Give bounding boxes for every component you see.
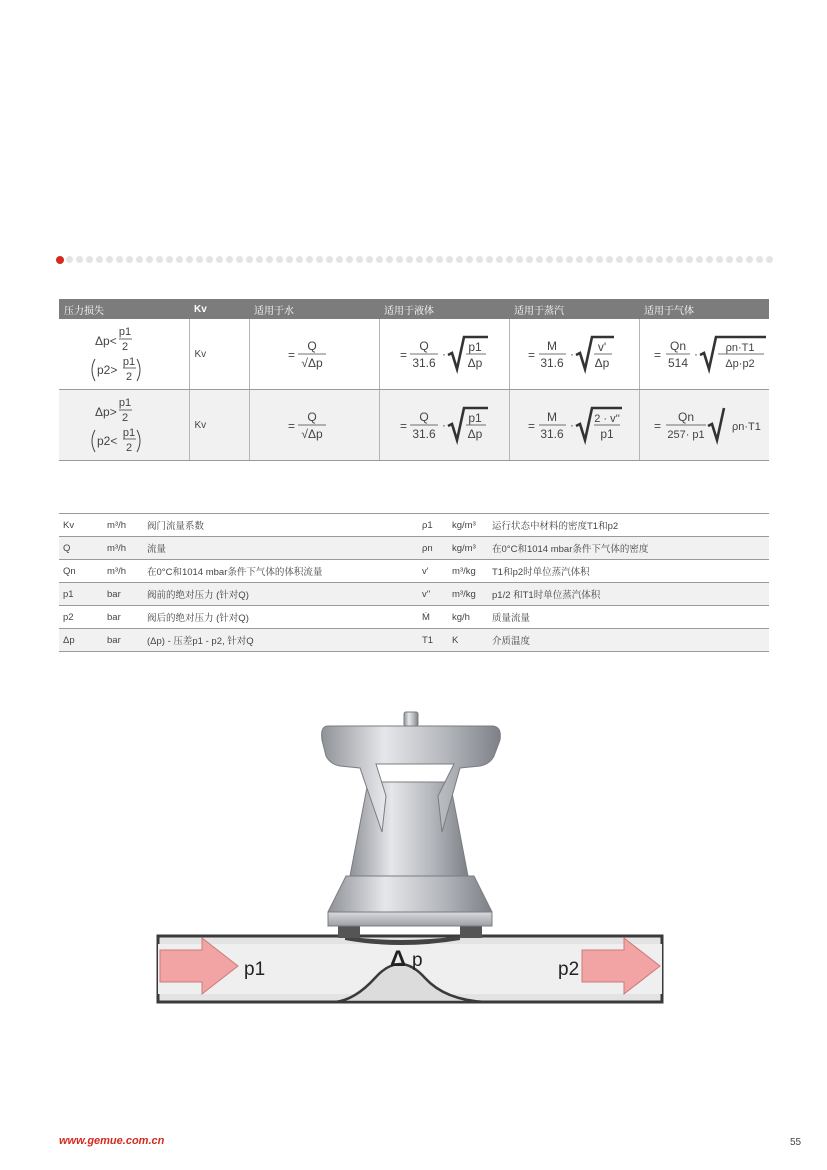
decorative-dot [496,256,503,263]
liquid-num: Q [418,339,429,353]
decorative-dot [86,256,93,263]
decorative-dot [226,256,233,263]
symbol-row [59,514,769,537]
decorative-dot [666,256,673,263]
decorative-dot [596,256,603,263]
liquid-formula [380,319,510,389]
header-pressure-loss: 压力损失 [59,299,189,319]
decorative-dot [526,256,533,263]
label-p2: p2 [558,959,580,980]
decorative-dot [336,256,343,263]
gas-rnum: ρn·T1 [725,342,754,354]
liquid-num: Q [418,410,429,424]
decorative-dot [636,256,643,263]
gas-rden: Δp·p2 [724,358,755,370]
decorative-dot [516,256,523,263]
decorative-dot [186,256,193,263]
decorative-dot [466,256,473,263]
decorative-dot [276,256,283,263]
dot: · [441,347,446,361]
decorative-dot [616,256,623,263]
decorative-dot [306,256,313,263]
symbol-sym: Qn [59,560,103,583]
flange-right [460,926,482,938]
symbol-sym2: T1 [418,629,448,652]
decorative-dot [316,256,323,263]
condition-cell [59,319,189,390]
page-number: 55 [790,1137,802,1148]
symbol-sym2: v'' [418,583,448,606]
liquid-rden: Δp [467,356,482,370]
steam-formula-cell [509,390,639,461]
symbol-unit2: kg/h [448,606,488,629]
decorative-dot [96,256,103,263]
symbol-unit: bar [103,606,143,629]
decorative-dot [66,256,73,263]
eq-sign: = [399,419,407,433]
decorative-dot [426,256,433,263]
cond-line2: p2< [97,434,118,448]
symbol-unit2: m³/kg [448,583,488,606]
symbol-unit2: kg/m³ [448,537,488,560]
symbol-desc: 流量 [143,537,418,560]
steam-den: 31.6 [539,427,564,441]
decorative-dot [286,256,293,263]
label-delta: Δ [390,946,406,971]
water-formula [250,319,380,389]
condition-formula [59,390,189,460]
water-num: Q [306,410,317,424]
steam-den: 31.6 [539,356,564,370]
symbol-row [59,606,769,629]
kv-formula-table [59,299,769,461]
decorative-dot [76,256,83,263]
decorative-dot [146,256,153,263]
steam-num: M [546,339,557,353]
symbol-unit2: m³/kg [448,560,488,583]
decorative-dot [196,256,203,263]
decorative-dot [416,256,423,263]
dot: · [441,418,446,432]
decorative-dot [696,256,703,263]
decorative-dot [166,256,173,263]
decorative-dot [106,256,113,263]
steam-formula [510,390,640,460]
decorative-dot [296,256,303,263]
decorative-dot [206,256,213,263]
gas-rtext: ρn·T1 [731,421,761,433]
symbol-desc: 阀前的绝对压力 (针对Q) [143,583,418,606]
gas-den: 257· p1 [666,429,705,441]
symbol-desc: 阀后的绝对压力 (针对Q) [143,606,418,629]
liquid-den: 31.6 [411,356,436,370]
decorative-dot [726,256,733,263]
decorative-dot-row [56,256,772,264]
condition-formula [59,319,189,389]
decorative-dot [486,256,493,263]
decorative-dot [716,256,723,263]
kv-label: Kv [189,319,249,390]
formula-row-subcritical [59,319,769,390]
decorative-dot [476,256,483,263]
symbol-unit: m³/h [103,514,143,537]
decorative-dot [266,256,273,263]
symbol-row [59,583,769,606]
steam-num: M [546,410,557,424]
dot: · [569,347,574,361]
symbol-unit2: kg/m³ [448,514,488,537]
symbol-sym: p1 [59,583,103,606]
header-gas: 适用于气体 [639,299,769,319]
liquid-rnum: p1 [467,340,482,354]
steam-formula [510,319,640,389]
symbol-unit: bar [103,629,143,652]
decorative-dot [246,256,253,263]
decorative-dot [116,256,123,263]
decorative-dot [736,256,743,263]
eq-sign: = [287,348,295,362]
decorative-dot [366,256,373,263]
liquid-formula-cell [379,390,509,461]
steam-formula-cell [509,319,639,390]
decorative-dot [646,256,653,263]
cond-den1: 2 [121,412,129,424]
decorative-dot [606,256,613,263]
steam-rnum: v' [597,340,606,354]
decorative-dot [686,256,693,263]
symbol-row [59,629,769,652]
symbol-legend-table [59,513,769,652]
decorative-dot [396,256,403,263]
decorative-dot [756,256,763,263]
decorative-dot [626,256,633,263]
symbol-row [59,560,769,583]
steam-rnum: 2 · v'' [593,413,620,425]
liquid-rden: Δp [467,427,482,441]
decorative-dot [436,256,443,263]
sqrt-sign-icon [708,408,724,440]
symbol-unit: bar [103,583,143,606]
decorative-dot [136,256,143,263]
cond-num1: p1 [118,326,132,338]
formula-row-supercritical [59,390,769,461]
water-num: Q [306,339,317,353]
decorative-dot [386,256,393,263]
condition-cell [59,390,189,461]
decorative-dot [456,256,463,263]
liquid-den: 31.6 [411,427,436,441]
kv-label: Kv [189,390,249,461]
cond-num2: p1 [122,356,136,368]
symbol-sym2: ρn [418,537,448,560]
valve-illustration [150,700,670,1020]
formula-table-header [59,299,769,319]
water-den: √Δp [300,427,323,441]
footer-website-link[interactable]: www.gemue.com.cn [59,1135,165,1147]
decorative-dot [446,256,453,263]
label-p1: p1 [244,959,266,980]
steam-rden: Δp [594,356,609,370]
eq-sign: = [399,348,407,362]
header-water: 适用于水 [249,299,379,319]
gas-formula-cell [639,319,769,390]
decorative-dot [56,256,64,264]
symbol-sym: Kv [59,514,103,537]
decorative-dot [236,256,243,263]
cond-den2: 2 [125,371,133,383]
symbol-desc2: 介质温度 [488,629,769,652]
decorative-dot [506,256,513,263]
decorative-dot [216,256,223,263]
symbol-desc2: p1/2 和T1时单位蒸汽体积 [488,583,769,606]
gas-den: 514 [667,356,688,370]
decorative-dot [176,256,183,263]
decorative-dot [156,256,163,263]
label-p: p [412,950,423,971]
gas-num: Qn [677,410,694,424]
symbol-unit: m³/h [103,537,143,560]
cond-den2: 2 [125,442,133,454]
decorative-dot [406,256,413,263]
symbol-unit: m³/h [103,560,143,583]
steam-rden: p1 [599,427,614,441]
cond-line1: Δp> [95,405,117,419]
symbol-desc2: 质量流量 [488,606,769,629]
liquid-formula [380,390,510,460]
cond-num1: p1 [118,397,132,409]
decorative-dot [586,256,593,263]
symbol-unit2: K [448,629,488,652]
decorative-dot [656,256,663,263]
position-indicator [404,712,418,726]
decorative-dot [556,256,563,263]
decorative-dot [546,256,553,263]
decorative-dot [356,256,363,263]
gas-formula-cell [639,390,769,461]
decorative-dot [536,256,543,263]
water-formula [250,390,380,460]
symbol-desc: 阀门流量系数 [143,514,418,537]
symbol-sym: p2 [59,606,103,629]
symbol-desc2: 运行状态中材料的密度T1和p2 [488,514,769,537]
header-liquid: 适用于液体 [379,299,509,319]
decorative-dot [766,256,773,263]
decorative-dot [566,256,573,263]
symbol-desc: (Δp) - 压差p1 - p2, 针对Q [143,629,418,652]
symbol-sym2: Ṁ [418,606,448,629]
decorative-dot [326,256,333,263]
symbol-sym: Δp [59,629,103,652]
water-den: √Δp [300,356,323,370]
water-formula-cell [249,319,379,390]
eq-sign: = [287,419,295,433]
gas-num: Qn [669,339,686,353]
symbol-desc2: 在0°C和1014 mbar条件下气体的密度 [488,537,769,560]
eq-sign: = [527,419,535,433]
eq-sign: = [653,419,661,433]
decorative-dot [706,256,713,263]
cond-num2: p1 [122,427,136,439]
flange-left [338,926,360,938]
header-kv: Kv [189,299,249,319]
decorative-dot [126,256,133,263]
cond-line2: p2> [97,363,118,377]
decorative-dot [256,256,263,263]
liquid-formula-cell [379,319,509,390]
symbol-sym2: v' [418,560,448,583]
symbol-desc: 在0°C和1014 mbar条件下气体的体积流量 [143,560,418,583]
decorative-dot [346,256,353,263]
gas-formula [640,319,770,389]
symbol-sym2: ρ1 [418,514,448,537]
cond-line1: Δp< [95,334,117,348]
cond-den1: 2 [121,341,129,353]
liquid-rnum: p1 [467,411,482,425]
dot: · [569,418,574,432]
eq-sign: = [527,348,535,362]
decorative-dot [746,256,753,263]
header-steam: 适用于蒸汽 [509,299,639,319]
decorative-dot [676,256,683,263]
symbol-sym: Q [59,537,103,560]
water-formula-cell [249,390,379,461]
decorative-dot [376,256,383,263]
gas-formula [640,390,770,460]
symbol-desc2: T1和p2时单位蒸汽体积 [488,560,769,583]
decorative-dot [576,256,583,263]
eq-sign: = [653,348,661,362]
dot: · [693,347,698,361]
symbol-row [59,537,769,560]
